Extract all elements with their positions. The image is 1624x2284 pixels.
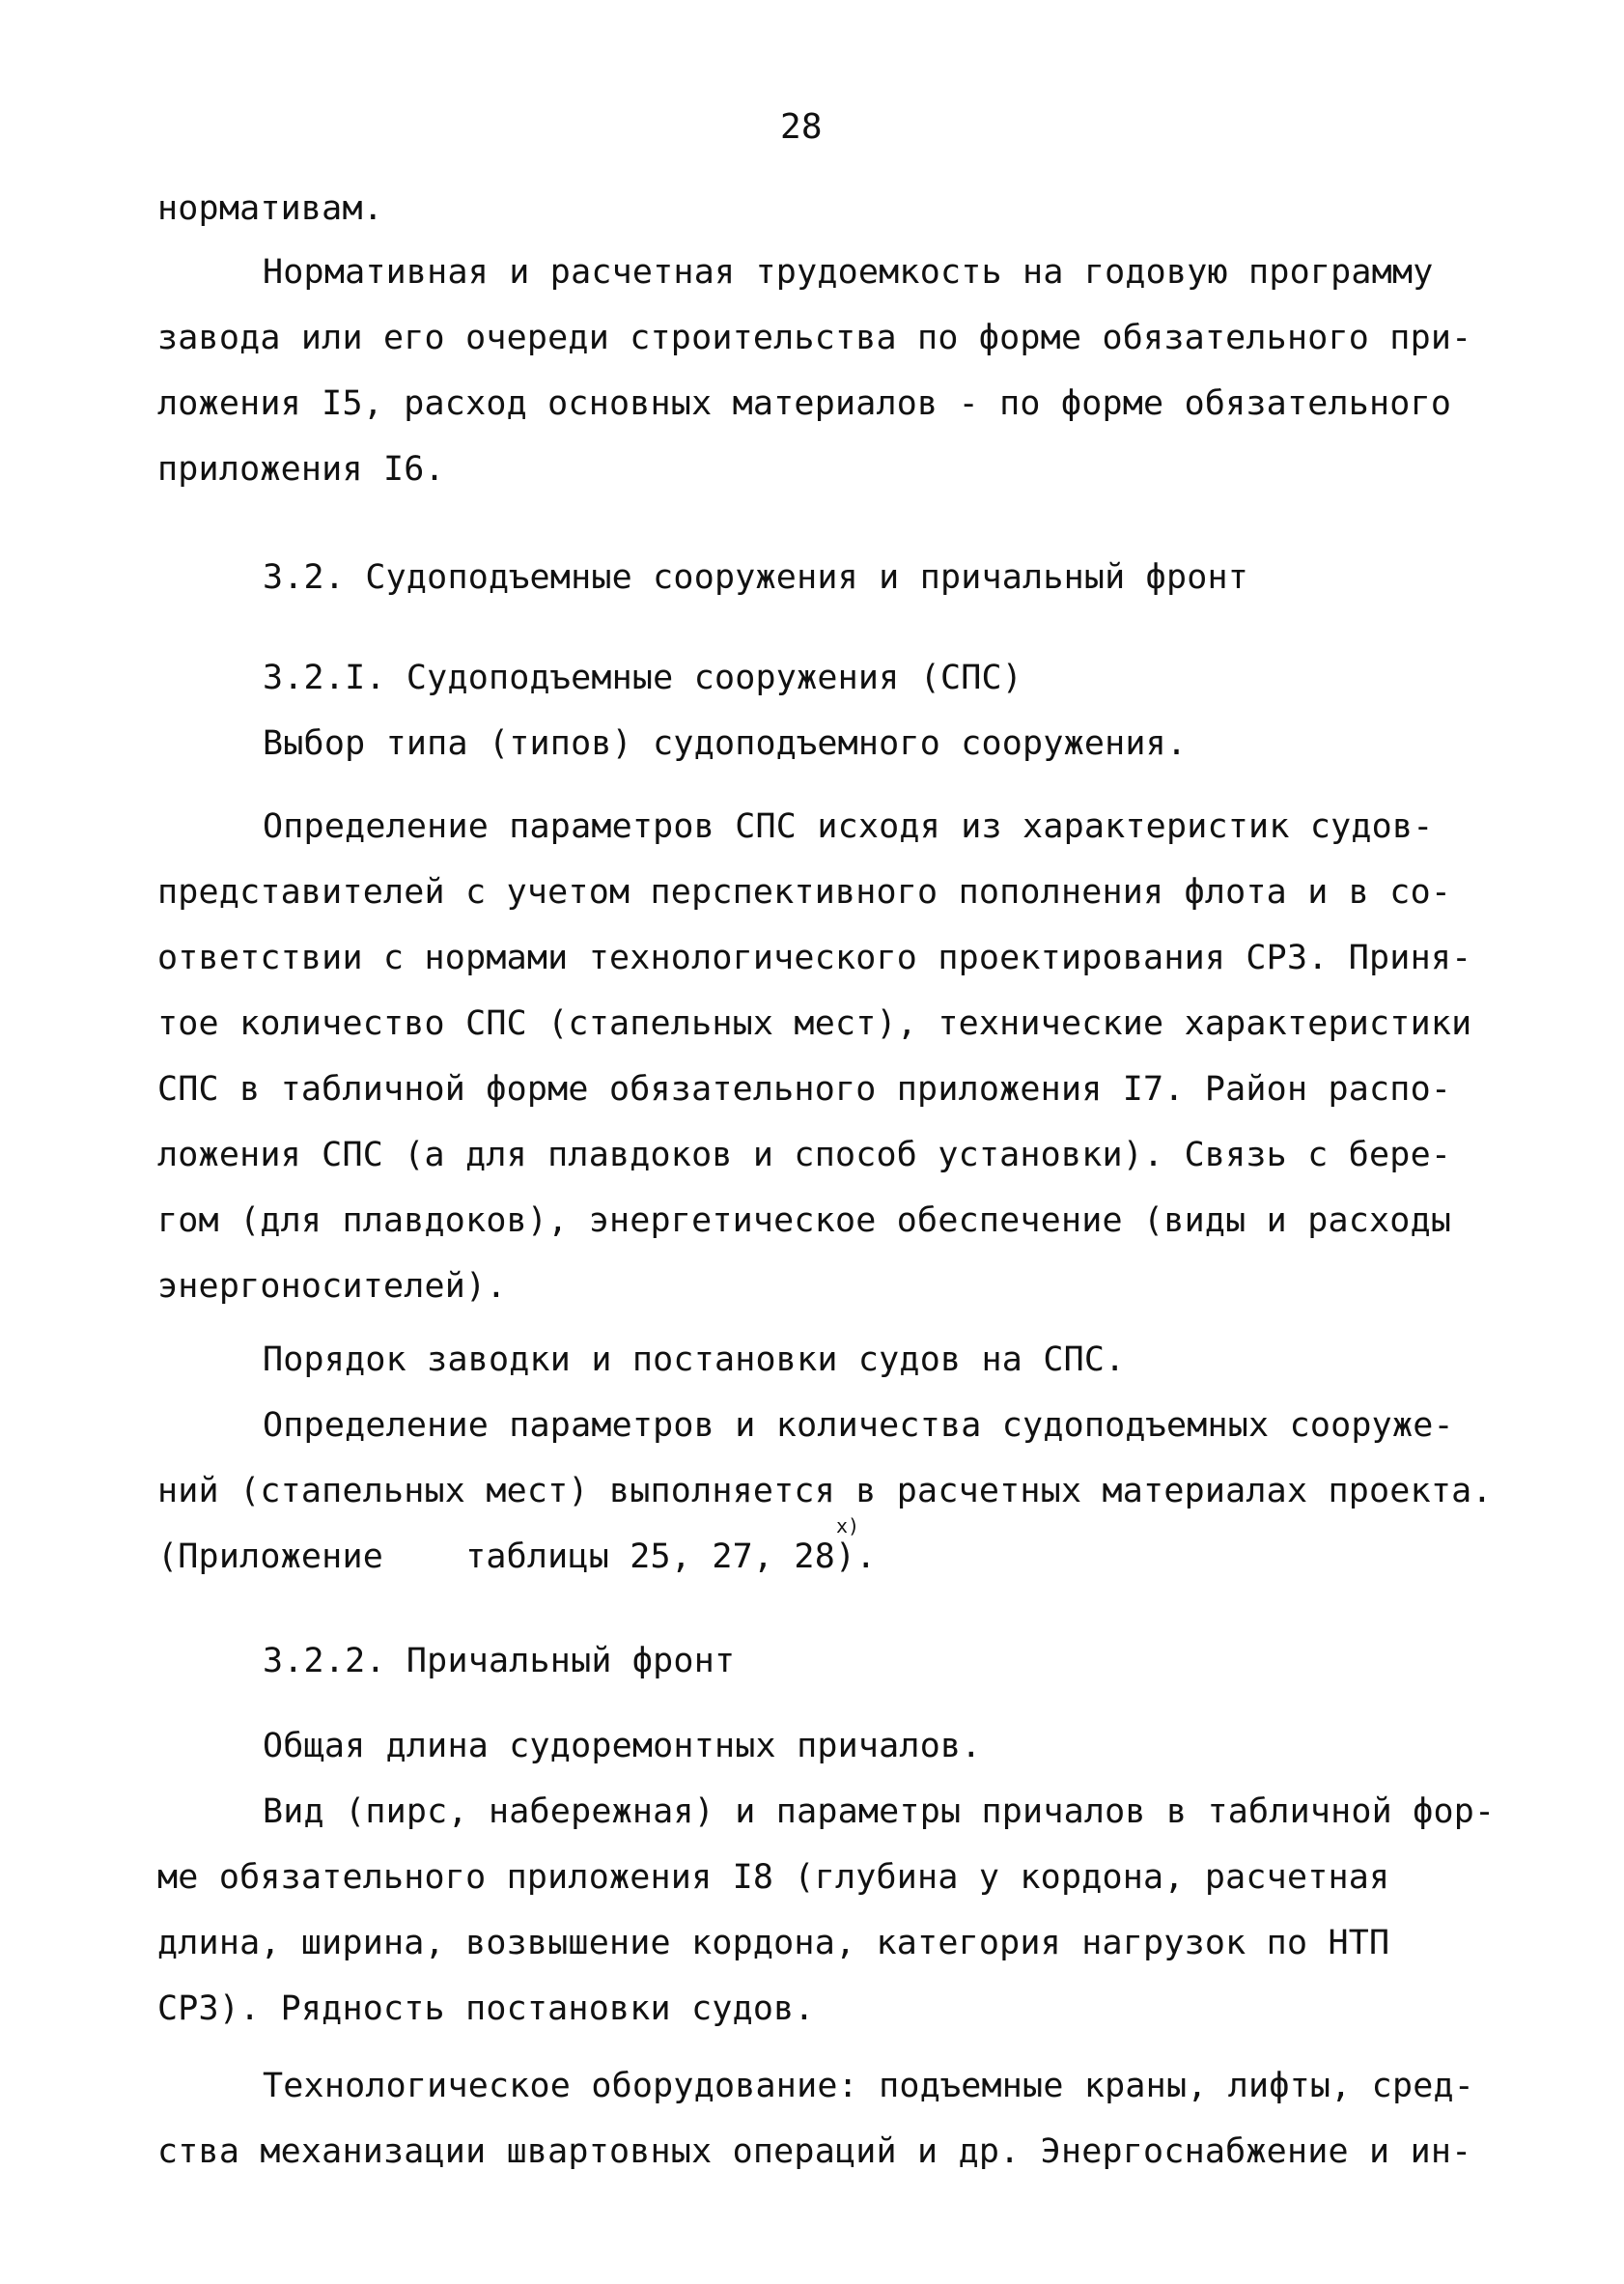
text-line: Общая длина судоремонтных причалов. xyxy=(263,1727,982,1765)
text-line: ний (стапельных мест) выполняется в расчетных материалах проекта. xyxy=(157,1472,1493,1510)
text-line: тое количество СПС (стапельных мест), технические характеристики xyxy=(157,1004,1472,1043)
text-line: ложения СПС (а для плавдоков и способ установки). Связь с бере- xyxy=(157,1136,1452,1174)
text-line: завода или его очереди строительства по форме обязательного при- xyxy=(157,319,1472,357)
text-line: (Приложение таблицы 25, 27, 28). xyxy=(157,1537,877,1576)
footnote-mark: x) xyxy=(836,1514,860,1537)
text-line: Определение параметров СПС исходя из характеристик судов- xyxy=(263,807,1434,846)
text-line: энергоносителей). xyxy=(157,1267,507,1306)
section-heading: 3.2. Судоподъемные сооружения и причальный фронт xyxy=(263,558,1249,597)
text-line: ответствии с нормами технологического проектирования СРЗ. Приня- xyxy=(157,939,1472,977)
text-line: ме обязательного приложения I8 (глубина у кордона, расчетная xyxy=(157,1858,1390,1897)
text-line: ложения I5, расход основных материалов - по форме обязательного xyxy=(157,384,1452,423)
text-line: ства механизации швартовных операций и др. Энергоснабжение и ин- xyxy=(157,2132,1472,2171)
text-line: Технологическое оборудование: подъемные краны, лифты, сред- xyxy=(263,2067,1475,2105)
text-line: нормативам. xyxy=(157,189,383,228)
text-line: Определение параметров и количества судоподъемных сооруже- xyxy=(263,1406,1454,1445)
text-line: Порядок заводки и постановки судов на СПС. xyxy=(263,1340,1126,1379)
page-number: 28 xyxy=(780,107,823,147)
text-line: представителей с учетом перспективного пополнения флота и в со- xyxy=(157,873,1452,912)
text-line: Выбор типа (типов) судоподъемного сооружения. xyxy=(263,724,1188,763)
text-line: длина, ширина, возвышение кордона, категория нагрузок по НТП xyxy=(157,1924,1390,1962)
text-line: СПС в табличной форме обязательного приложения I7. Район распо- xyxy=(157,1070,1452,1109)
text-line: Нормативная и расчетная трудоемкость на годовую программу xyxy=(263,253,1434,292)
subsection-heading: 3.2.I. Судоподъемные сооружения (СПС) xyxy=(263,659,1023,697)
text-line: гом (для плавдоков), энергетическое обеспечение (виды и расходы xyxy=(157,1201,1452,1240)
subsection-heading: 3.2.2. Причальный фронт xyxy=(263,1642,736,1680)
text-line: СРЗ). Рядность постановки судов. xyxy=(157,1989,815,2028)
text-line: Вид (пирс, набережная) и параметры причалов в табличной фор- xyxy=(263,1792,1496,1831)
text-line: приложения I6. xyxy=(157,450,445,489)
